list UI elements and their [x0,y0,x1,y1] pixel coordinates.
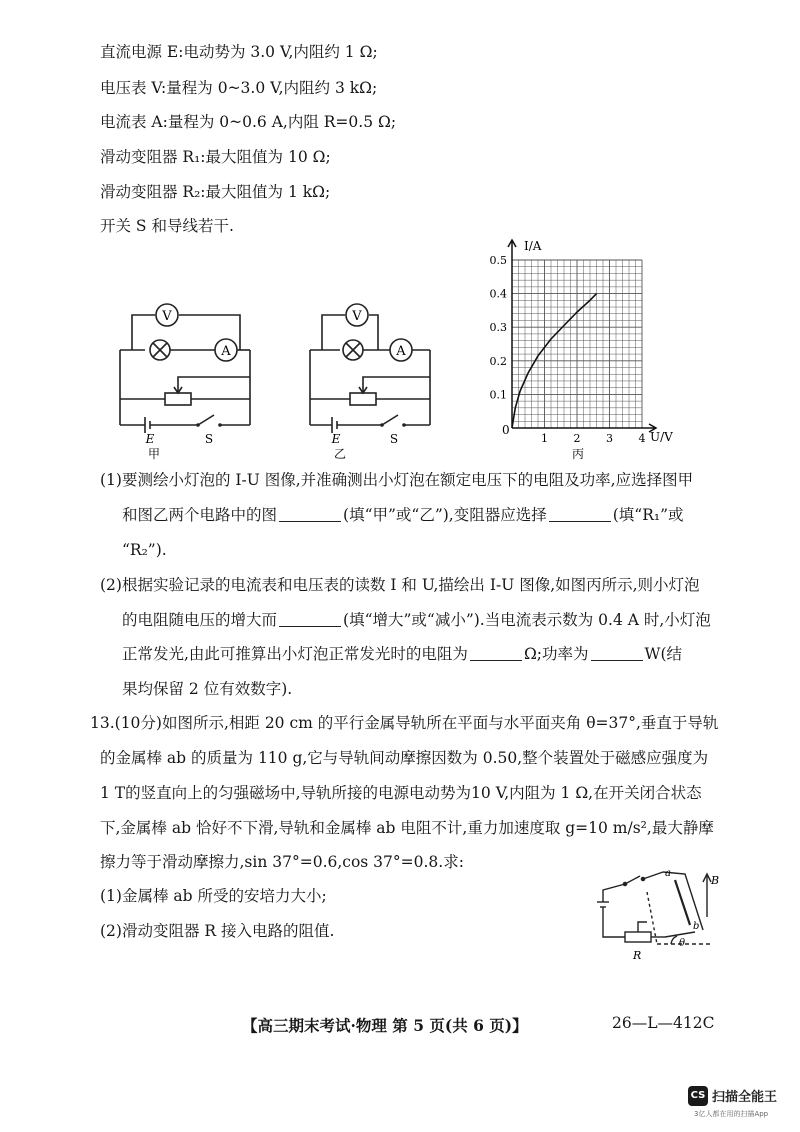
answer-blank-power[interactable] [591,646,643,661]
iu-chart [480,232,685,464]
q12-part2-line3 [122,644,682,664]
q13-line-5: 擦力等于滑动摩擦力,sin 37°=0.6,cos 37°=0.8.求: [100,853,464,871]
voltmeter-label: V [162,309,172,324]
x-axis-label: U/V [650,430,673,444]
r-label: R [633,949,642,962]
text: 正常发光,由此可推算出小灯泡正常发光时的电阻为 [122,645,468,663]
switch-label: S [389,432,399,446]
y-tick-label: 0.2 [489,354,507,368]
y-tick-label: 0.5 [489,254,507,267]
answer-blank-rheostat[interactable] [549,507,611,522]
q13-line-4: 下,金属棒 ab 恰好不下滑,导轨和金属棒 ab 电阻不计,重力加速度取 g=10 m/s²,最大静摩 [100,819,714,837]
source-label: E [331,432,341,446]
switch-label: S [204,432,214,446]
q12-part2-line1: (2)根据实验记录的电流表和电压表的读数 I 和 U,描绘出 I-U 图像,如图丙所示,则小灯泡 [100,576,700,594]
answer-blank-circuit[interactable] [279,507,341,522]
page-footer-title: 【高三期末考试·物理 第 5 页(共 6 页)】 [242,1016,528,1035]
answer-blank-resistance[interactable] [470,646,522,661]
y-tick-label: 0.1 [489,388,507,402]
equipment-line-2: 电压表 V:量程为 0~3.0 V,内阻约 3 kΩ; [100,79,378,97]
caption: 甲 [147,447,161,460]
q13-line-3: 1 T的竖直向上的匀强磁场中,导轨所接的电源电动势为10 V,内阻为 1 Ω,在开关闭合状态 [100,784,702,802]
answer-blank-trend[interactable] [279,612,341,627]
circuit-diagram-yi [300,295,455,460]
text: W(结 [644,645,682,663]
x-axis [512,424,656,432]
text: (填“甲”或“乙”),变阻器应选择 [343,506,547,524]
chart-caption: 丙 [571,447,585,461]
text: Ω;功率为 [523,645,589,663]
equipment-line-6: 开关 S 和导线若干. [100,217,234,235]
q13-line-1: 13.(10分)如图所示,相距 20 cm 的平行金属导轨所在平面与水平面夹角 θ=37°,垂直于导轨 [90,714,719,732]
q13-line-2: 的金属棒 ab 的质量为 110 g,它与导轨间动摩擦因数为 0.50,整个装置处于磁感应强度为 [100,749,709,767]
origin-label: 0 [502,423,510,437]
theta-label: θ [679,938,686,949]
camscanner-logo-icon: CS [688,1086,708,1106]
q13-line-6: (1)金属棒 ab 所受的安培力大小; [100,887,327,905]
x-tick-label: 2 [573,432,581,445]
camscanner-tagline: 3亿人都在用的扫描App [694,1110,769,1118]
camscanner-name: 扫描全能王 [712,1090,778,1105]
a-label: a [665,868,671,879]
text: 的电阻随电压的增大而 [122,611,278,629]
q12-part2-line2 [122,610,711,630]
y-tick-label: 0.3 [489,321,507,335]
equipment-line-4: 滑动变阻器 R₁:最大阻值为 10 Ω; [100,148,331,166]
ammeter-label: A [396,344,406,359]
q12-part1-line1: (1)要测绘小灯泡的 I-U 图像,并准确测出小灯泡在额定电压下的电阻及功率,应选择图甲 [100,471,694,489]
b-label: b [693,921,700,932]
voltmeter-label: V [352,309,362,324]
text: 和图乙两个电路中的图 [122,506,278,524]
caption: 乙 [333,447,347,460]
q13-line-7: (2)滑动变阻器 R 接入电路的阻值. [100,922,335,940]
text: (填“R₁”或 [612,506,684,524]
paper-code: 26—L—412C [612,1014,715,1032]
b-field-label: B [711,874,720,887]
text: (填“增大”或“减小”).当电流表示数为 0.4 A 时,小灯泡 [343,611,711,629]
rail-diagram [585,862,720,972]
equipment-line-3: 电流表 A:量程为 0~0.6 A,内阻 R=0.5 Ω; [100,113,397,131]
q12-part1-line3: “R₂”). [122,541,167,559]
circuit-diagram-jia [110,295,265,460]
source-label: E [145,432,155,446]
equipment-line-5: 滑动变阻器 R₂:最大阻值为 1 kΩ; [100,183,331,201]
y-axis-label: I/A [524,239,542,253]
equipment-line-1: 直流电源 E:电动势为 3.0 V,内阻约 1 Ω; [100,43,378,61]
x-tick-label: 1 [541,432,548,445]
q12-part2-line4: 果均保留 2 位有效数字). [122,680,293,698]
q12-part1-line2 [122,505,684,525]
ammeter-label: A [221,344,231,359]
y-tick-label: 0.4 [489,287,507,301]
x-tick-label: 4 [638,432,646,445]
x-tick-label: 3 [606,432,613,445]
